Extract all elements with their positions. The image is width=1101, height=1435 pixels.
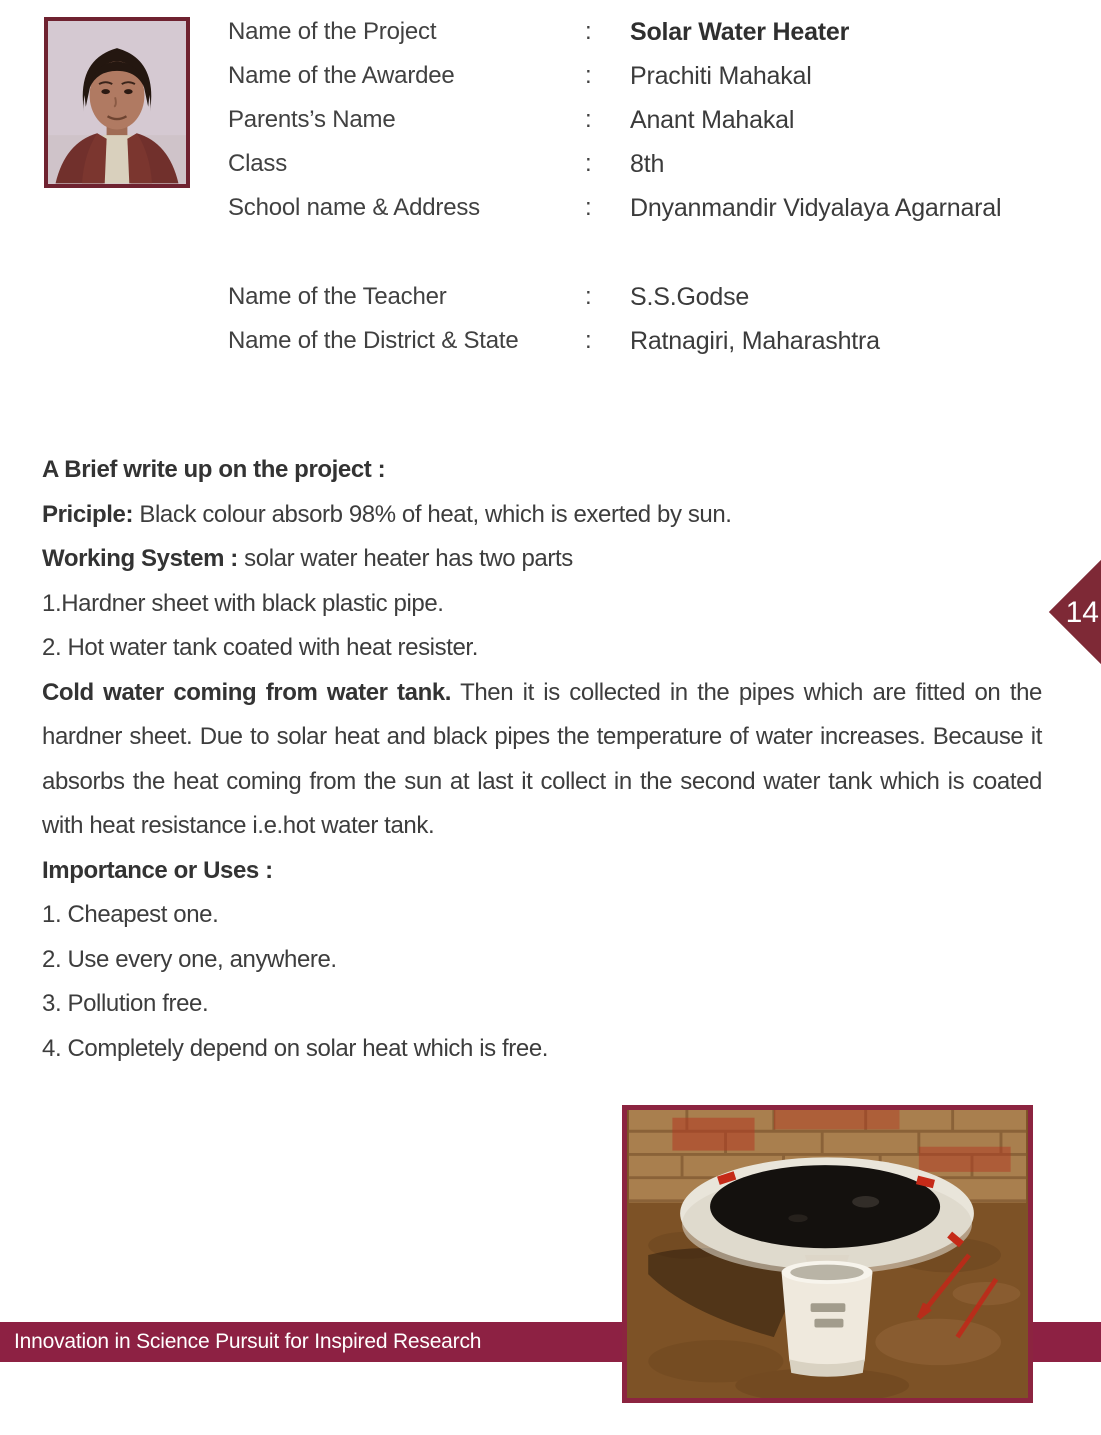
info-row-teacher [228,283,1058,312]
importance-item-4: 4. Completely depend on solar heat which is free. [42,1034,549,1062]
info-separator: : [585,62,592,89]
footer-text: Innovation in Science Pursuit for Inspired Research [14,1330,482,1353]
working-system-text: solar water heater has two parts [237,545,573,572]
info-label: Parents’s Name [228,106,396,133]
awardee-portrait [44,17,190,188]
importance-item-1: 1. Cheapest one. [42,901,219,928]
working-system-label: Working System : [42,545,238,572]
importance-item-3: 3. Pollution free. [42,990,209,1017]
info-value-awardee: Prachiti Mahakal [630,62,812,90]
info-separator: : [585,327,592,354]
info-row-school [228,194,1058,223]
info-row-awardee [228,62,1058,91]
flow-label: Cold water coming from water tank. [42,678,452,706]
info-label: School name & Address [228,194,480,221]
flow-paragraph [42,671,1042,849]
info-value-parent: Anant Mahakal [630,106,795,134]
info-value-district-state: Ratnagiri, Maharashtra [630,327,880,355]
flow-text: Then it is collected in the pipes which are fitted on the hardner sheet. Due to solar heat and black pipes the temperature of water increases. Because it absorbs the heat coming from the sun at last it collect in the second water tank which is coated with heat resistance i.e.hot water tank. [42,678,1043,839]
info-separator: : [585,106,592,133]
info-separator: : [585,150,592,177]
info-label: Name of the Teacher [228,283,447,310]
info-label: Name of the Awardee [228,62,455,89]
info-value-school: Dnyanmandir Vidyalaya Agarnaral [630,194,1002,222]
solar-heater-photo-image [627,1110,1028,1398]
info-value-class: 8th [630,150,665,178]
info-separator: : [585,194,592,221]
info-label: Name of the District & State [228,327,519,354]
page-number-tab [1037,556,1101,668]
importance-item-2: 2. Use every one, anywhere. [42,945,337,973]
awardee-portrait-image [48,21,186,184]
project-writeup [42,448,1042,1071]
project-photo [622,1105,1033,1403]
info-row-parent [228,106,1058,135]
writeup-heading: A Brief write up on the project : [42,456,386,483]
page-number: 14 [1065,596,1099,629]
part-item-2: 2. Hot water tank coated with heat resister. [42,634,478,661]
principle-text: Black colour absorb 98% of heat, which is exerted by sun. [133,500,732,528]
info-value-teacher: S.S.Godse [630,283,750,311]
info-value-project-name: Solar Water Heater [630,18,850,46]
principle-label: Priciple: [42,500,134,528]
info-row-district-state [228,327,1058,356]
info-label: Class [228,150,288,177]
working-system-line [42,537,1042,582]
info-row-project [228,18,1058,47]
info-separator: : [585,18,592,45]
principle-line [42,493,1042,538]
part-item-1: 1.Hardner sheet with black plastic pipe. [42,589,444,617]
info-row-class [228,150,1058,179]
info-label: Name of the Project [228,18,437,45]
info-separator: : [585,283,592,310]
importance-heading: Importance or Uses : [42,856,273,884]
